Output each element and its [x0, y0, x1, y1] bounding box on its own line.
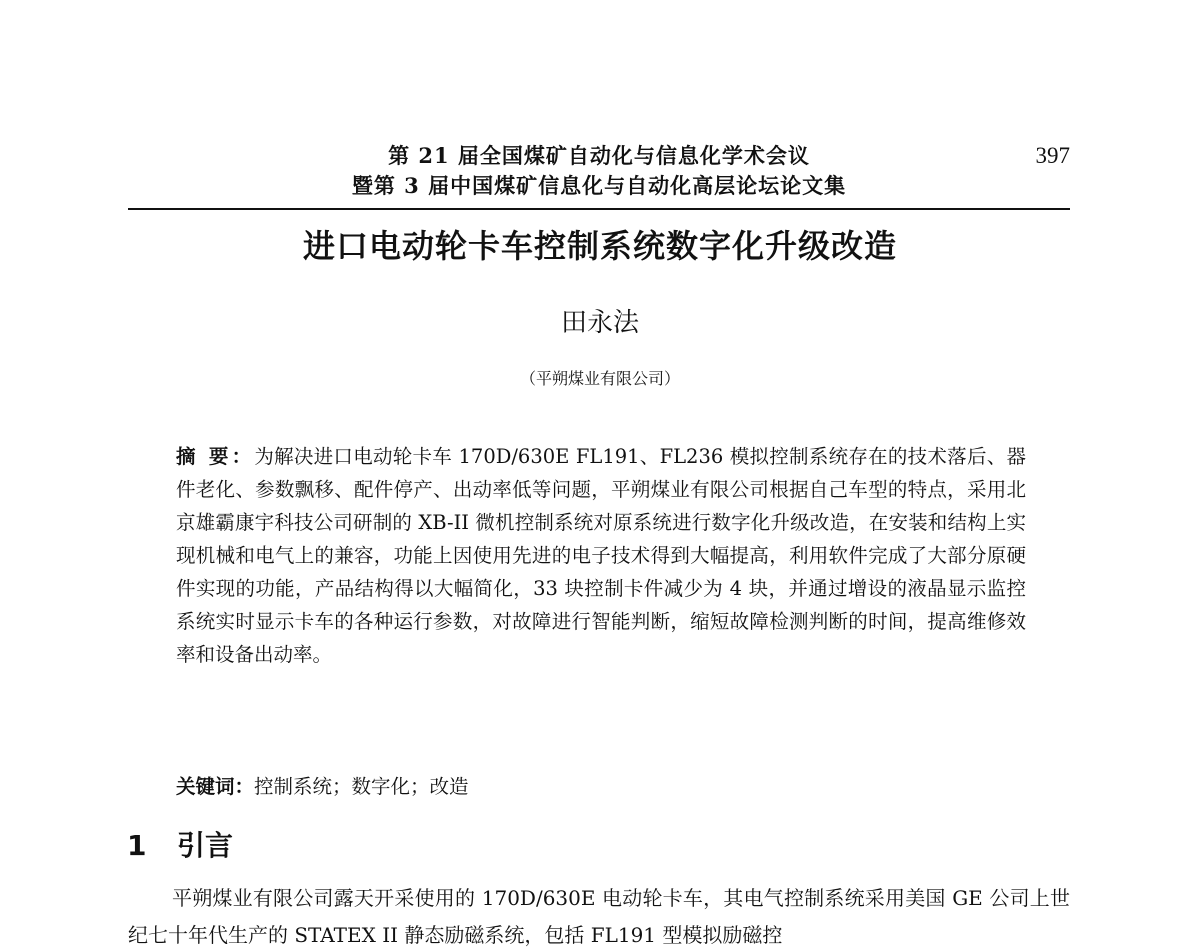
- abstract-text: 为解决进口电动轮卡车 170D/630E FL191、FL236 模拟控制系统存在的技术落后、器件老化、参数飘移、配件停产、出动率低等问题，平朔煤业有限公司根据自己车型的特点，采用北京雄霸康宇科技公司研制的 XB-II 微机控制系统对原系统进行数字化升级改造，在安装和结构上实现机械和电气上的兼容，功能上因使用先进的电子技术得到大幅提高，利用软件完成了大部分原硬件实现的功能，产品结构得以大幅简化，33 块控制卡件减少为 4 块，并通过增设的液晶显示监控系统实时显示卡车的各种运行参数，对故障进行智能判断，缩短故障检测判断的时间，提高维修效率和设备出动率。: [176, 445, 1026, 666]
- keywords: [176, 772, 1026, 802]
- abstract: [176, 440, 1026, 671]
- author-affiliation: （平朔煤业有限公司）: [519, 369, 680, 388]
- body-paragraph: 平朔煤业有限公司露天开采使用的 170D/630E 电动轮卡车，其电气控制系统采用美国 GE 公司上世纪七十年代生产的 STATEX II 静态励磁系统，包括 FL191 型模拟励磁控: [128, 886, 1070, 947]
- header-proceedings-line: 暨第 3 届中国煤矿信息化与自动化高层论坛论文集: [351, 173, 847, 198]
- page-number: 397: [1035, 143, 1070, 168]
- header-divider: [128, 208, 1070, 210]
- section-number: 1: [127, 829, 147, 862]
- paper-title: 进口电动轮卡车控制系统数字化升级改造: [302, 227, 897, 265]
- abstract-label: 摘 要：: [176, 445, 255, 468]
- section-title: 引言: [177, 829, 234, 862]
- keywords-text: 控制系统；数字化；改造: [254, 775, 469, 798]
- keywords-label: 关键词：: [176, 775, 255, 798]
- header-conference-line: 第 21 届全国煤矿自动化与信息化学术会议: [388, 143, 810, 168]
- section-heading: [127, 824, 233, 868]
- running-header: [128, 138, 1070, 210]
- author-name: 田永法: [560, 308, 639, 338]
